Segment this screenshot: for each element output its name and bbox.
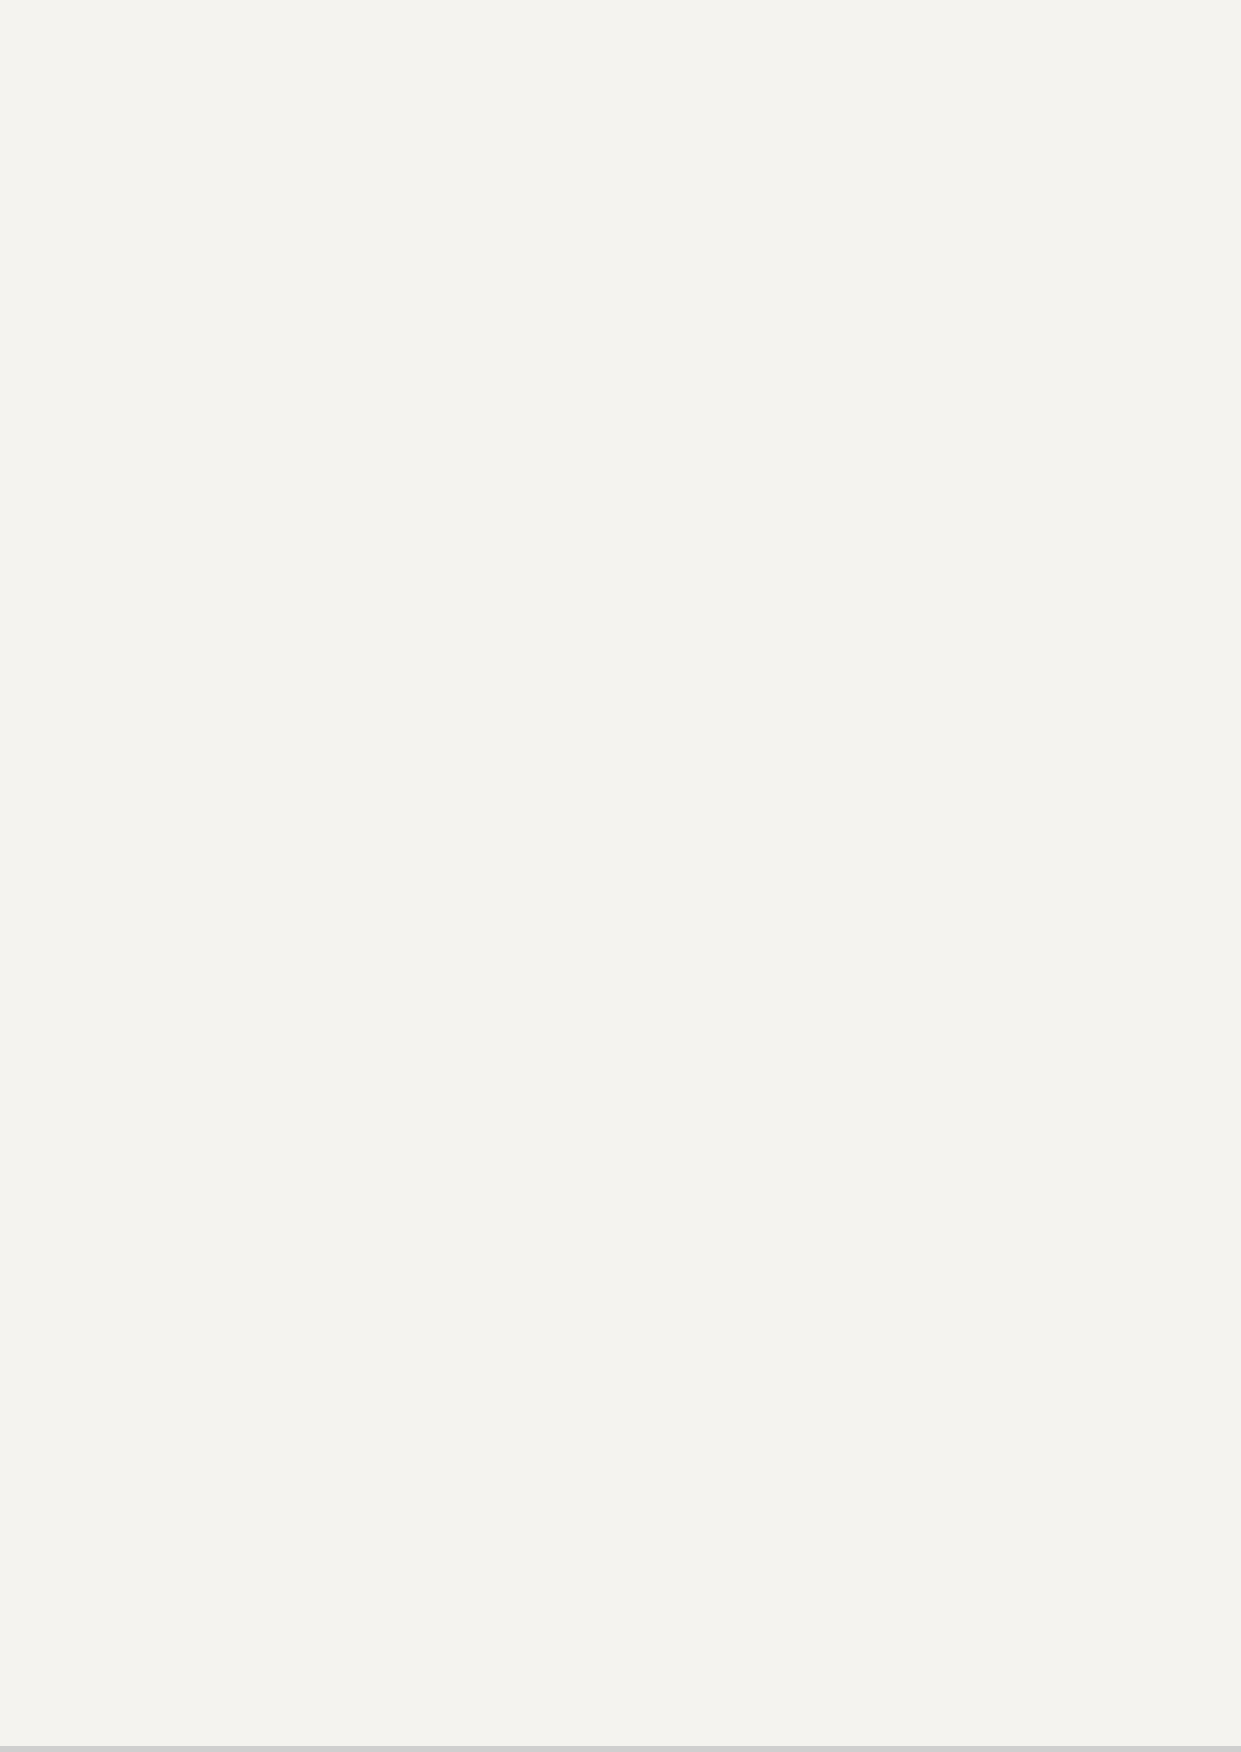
page-edge xyxy=(0,1746,1241,1752)
